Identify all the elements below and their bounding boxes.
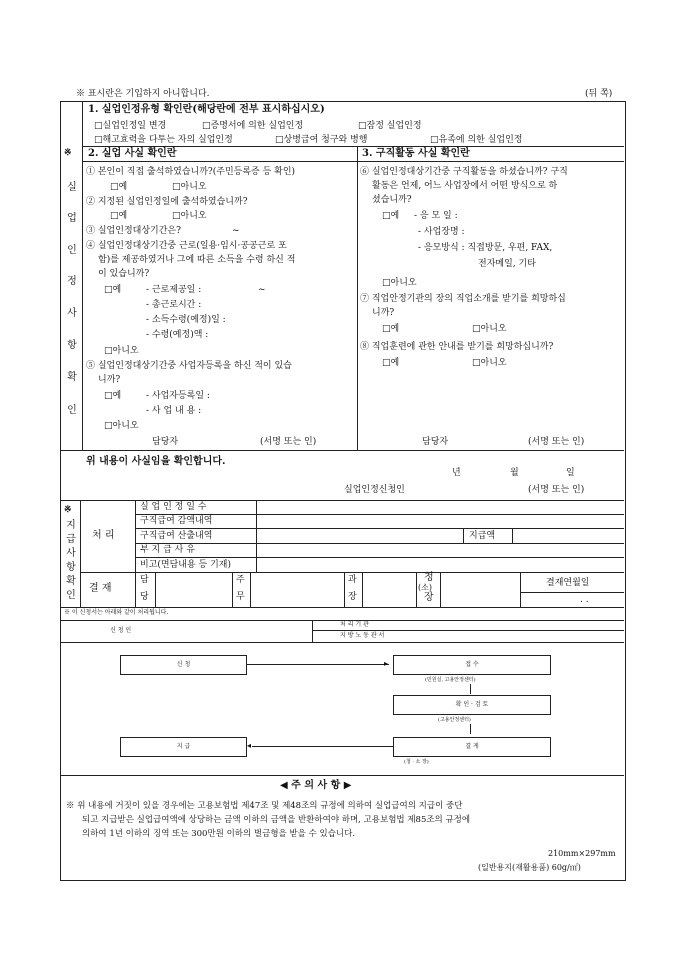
flow-handler-sub: 지 방 노 동 관 서 bbox=[340, 632, 385, 639]
flow-note-check: (고용안정센터) bbox=[438, 717, 471, 723]
q4-income-date-label: - 소득수령(예정)일 : bbox=[146, 315, 226, 325]
q5-line1: ⑤ 실업인정대상기간중 사업자등록을 하신 적이 있습 bbox=[86, 361, 292, 371]
flow-box-pay: 지 급 bbox=[120, 737, 247, 757]
q2-text: ② 지정된 실업인정일에 출석하였습니까? bbox=[86, 197, 248, 207]
s3-officer-label: 담당자 bbox=[422, 437, 449, 447]
side-mark: ※ bbox=[64, 148, 72, 158]
s2-officer-label: 담당자 bbox=[152, 437, 179, 447]
row-calculation: 구직급여 산출내역 bbox=[140, 531, 213, 541]
row-reduction: 구직급여 감액내역 bbox=[140, 516, 213, 526]
confirm-month: 월 bbox=[510, 468, 519, 478]
option-dismissal-dispute[interactable]: □ 해고효력을 다투는 자의 실업인정 bbox=[94, 134, 233, 146]
flow-box-decide: 결 게 bbox=[393, 737, 551, 757]
q7-line1: ⑦ 직업안정기관의 장의 직업소개를 받기를 희망하십 bbox=[360, 294, 566, 304]
q1-yes[interactable]: □ 예 bbox=[110, 181, 127, 193]
flow-note-decide: (청 · 소 장) bbox=[404, 759, 429, 765]
row-approval-days: 실 업 인 정 일 수 bbox=[140, 502, 207, 512]
option-sickness-benefit[interactable]: □ 상병급여 청구와 병행 bbox=[275, 134, 367, 146]
confirm-year: 년 bbox=[452, 468, 461, 478]
q7-no[interactable]: □ 아니오 bbox=[472, 323, 507, 335]
caution-line3: 의하여 1년 이하의 징역 또는 300만원 이하의 벌금형을 받을 수 있습니다. bbox=[82, 829, 356, 839]
q2-no[interactable]: □ 아니오 bbox=[172, 210, 207, 222]
s3-sign-label: (서명 또는 인) bbox=[528, 437, 585, 447]
q7-yes[interactable]: □ 예 bbox=[382, 323, 399, 335]
arrow-left-icon: ◂ bbox=[247, 741, 252, 750]
option-certificate[interactable]: □ 증명서에 의한 실업인정 bbox=[202, 120, 303, 132]
q2-yes[interactable]: □ 예 bbox=[110, 210, 127, 222]
q6-company-label: - 사업장명 : bbox=[418, 227, 465, 237]
q5-reg-date-label: - 사업자등록일 : bbox=[146, 391, 210, 401]
flow-box-receive: 접 수 bbox=[393, 655, 551, 675]
section-head-b: 장 bbox=[348, 592, 357, 602]
option-provisional[interactable]: □ 잠정 실업인정 bbox=[358, 120, 422, 132]
s2-sign-label: (서명 또는 인) bbox=[260, 437, 317, 447]
q4-yes[interactable]: □ 예 bbox=[104, 284, 121, 296]
q6-line2: 활동은 언제, 어느 사업장에서 어떤 방식으로 하 bbox=[372, 181, 558, 191]
caution-line2: 되고 지급받은 실업급여액에 상당하는 금액 이하의 금액을 반환하여야 하며, 고용보험법 제85조의 규정에 bbox=[82, 815, 471, 825]
q8-text: ⑧ 직업훈련에 관한 안내를 받기를 희망하십니까? bbox=[360, 342, 554, 352]
q4-line2: 함)를 제공하였거나 그에 따른 소득을 수령 하신 적 bbox=[98, 255, 296, 265]
q7-line2: 니까? bbox=[372, 308, 395, 318]
chief-b: 무 bbox=[236, 592, 245, 602]
q5-business-label: - 사 업 내 용 : bbox=[146, 406, 202, 416]
row-nonpayment: 부 지 급 사 유 bbox=[140, 545, 195, 555]
q6-no[interactable]: □ 아니오 bbox=[382, 277, 417, 289]
q6-yes[interactable]: □ 예 bbox=[382, 210, 399, 222]
caution-title: ◀ 주 의 사 항 ▶ bbox=[280, 780, 352, 791]
officer-b: 당 bbox=[140, 592, 149, 602]
q1-no[interactable]: □ 아니오 bbox=[172, 181, 207, 193]
q4-line1: ④ 실업인정대상기간중 근로(일용·임시·공공근로 포 bbox=[86, 241, 287, 251]
q6-method-label-2: 전자메일, 기타 bbox=[478, 259, 536, 269]
q4-work-date-label: - 근로제공일 : bbox=[146, 285, 202, 295]
row-remarks: 비고(면담내용 등 기재) bbox=[140, 560, 231, 570]
office-head-a: 청 bbox=[424, 572, 434, 583]
pay-amount-label: 지급액 bbox=[469, 531, 496, 541]
confirm-day: 일 bbox=[566, 468, 575, 478]
officer-a: 담 bbox=[140, 575, 149, 585]
section3-title: 3. 구직활동 사실 확인란 bbox=[362, 148, 470, 159]
flow-applicant-header: 신 청 인 bbox=[110, 627, 132, 634]
flow-box-check: 확 인 · 검 토 bbox=[393, 695, 551, 715]
section1-title: 1. 실업인정유형 확인란(해당란에 전부 표시하십시오) bbox=[88, 104, 325, 115]
flow-handler-header: 처 리 기 관 bbox=[340, 621, 369, 628]
q5-no[interactable]: □ 아니오 bbox=[104, 420, 139, 432]
confirm-sign: (서명 또는 인) bbox=[528, 485, 585, 495]
footer-paper: (일반용지(재활용품) 60g/㎡) bbox=[478, 863, 581, 872]
q5-yes[interactable]: □ 예 bbox=[104, 390, 121, 402]
option-date-change[interactable]: □ 실업인정일 변경 bbox=[94, 120, 166, 132]
office-head-b: 장 bbox=[424, 592, 434, 603]
caution-line1: ※ 위 내용에 거짓이 있을 경우에는 고용보험법 제47조 및 제48조의 규정에 의하여 실업급여의 지급이 중단 bbox=[66, 801, 463, 811]
process-label: 처 리 bbox=[92, 530, 115, 541]
header-note: ※ 표시란은 기입하지 아니합니다. bbox=[76, 89, 210, 99]
q6-apply-date-label: - 응 모 일 : bbox=[414, 211, 458, 221]
q8-yes[interactable]: □ 예 bbox=[382, 357, 399, 369]
flow-box-apply: 신 청 bbox=[120, 655, 247, 675]
payment-side-mark: ※ bbox=[64, 505, 72, 515]
q5-line2: 니까? bbox=[98, 375, 121, 385]
q3-text: ③ 실업인정대상기간은? bbox=[86, 226, 181, 236]
page-side-label: (뒤 쪽) bbox=[585, 89, 613, 99]
section2-title: 2. 실업 사실 확인란 bbox=[88, 148, 177, 159]
q4-tilde: ~ bbox=[258, 285, 266, 295]
approval-date-dots: . . bbox=[580, 595, 589, 605]
q6-method-label: - 응모방식 : 직접방문, 우편, FAX, bbox=[418, 243, 553, 253]
approval-date-label: 결재연월일 bbox=[546, 578, 590, 588]
q4-no[interactable]: □ 아니오 bbox=[104, 345, 139, 357]
approval-label: 결 재 bbox=[89, 583, 112, 594]
option-bereaved[interactable]: □ 유족에 의한 실업인정 bbox=[430, 134, 522, 146]
confirm-text: 위 내용이 사실임을 확인합니다. bbox=[86, 456, 226, 467]
q4-line3: 이 있습니까? bbox=[98, 269, 150, 279]
section-head-a: 과 bbox=[348, 575, 357, 585]
chief-a: 주 bbox=[236, 575, 245, 585]
q8-no[interactable]: □ 아니오 bbox=[472, 357, 507, 369]
office-head-paren: (소) bbox=[418, 583, 432, 592]
flow-note: ※ 이 신청서는 아래와 같이 처리됩니다. bbox=[64, 609, 169, 616]
q6-line1: ⑥ 실업인정대상기간중 구직활동을 하셨습니까? 구직 bbox=[360, 167, 568, 177]
q3-tilde: ~ bbox=[232, 226, 240, 236]
footer-size: 210mm×297mm bbox=[548, 849, 616, 858]
q4-amount-label: - 수령(예정)액 : bbox=[146, 330, 209, 340]
confirm-applicant: 실업인정신청인 bbox=[344, 485, 405, 495]
q4-work-hours-label: - 총근로시간 : bbox=[146, 300, 202, 310]
q1-text: ① 본인이 직접 출석하였습니까?(주민등록증 등 확인) bbox=[86, 167, 296, 177]
arrow-right-icon: ▸ bbox=[384, 659, 389, 668]
flow-note-receive: (민원실, 고용안정센터) bbox=[425, 677, 476, 683]
q6-line3: 셨습니까? bbox=[372, 195, 412, 205]
